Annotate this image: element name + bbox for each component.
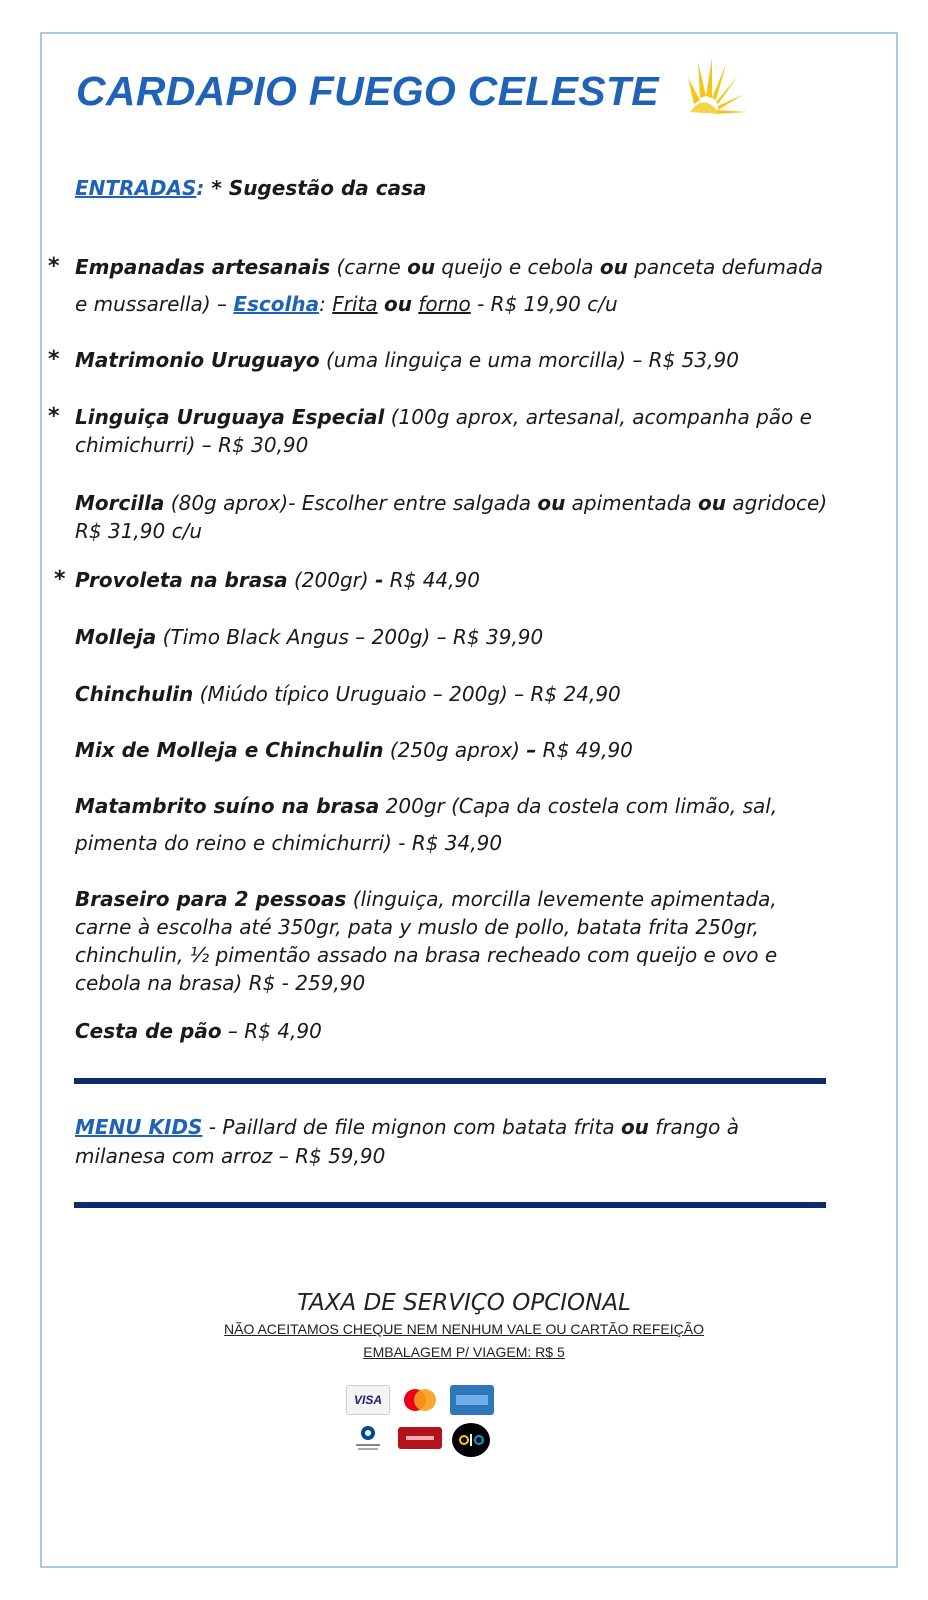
menu-item-empanadas: Empanadas artesanais (carne ou queijo e cebola ou panceta defumada — [75, 255, 824, 279]
menu-item-matambrito-line2: pimenta do reino e chimichurri) - R$ 34,90 — [75, 831, 503, 855]
suggestion-star: * — [54, 567, 66, 592]
menu-item-morcilla: Morcilla (80g aprox)- Escolher entre salgada ou apimentada ou agridoce) — [75, 491, 828, 515]
item-price: R$ 44,90 — [383, 568, 480, 592]
menu-kids: MENU KIDS - Paillard de file mignon com batata frita ou frango à — [75, 1115, 740, 1139]
house-suggestion-note: * Sugestão da casa — [204, 176, 427, 200]
menu-item-morcilla-line2 — [75, 517, 855, 546]
menu-item-linguica: Linguiça Uruguaya Especial (100g aprox, artesanal, acompanha pão e — [75, 405, 812, 429]
menu-item-provoleta: Provoleta na brasa (200gr) - R$ 44,90 — [75, 568, 480, 592]
item-name: Provoleta na brasa — [75, 568, 288, 592]
elo-card-icon — [452, 1423, 490, 1457]
menu-item-braseiro: Braseiro para 2 pessoas (linguiça, morcilla levemente apimentada, — [75, 887, 777, 911]
divider — [74, 1078, 826, 1084]
takeaway-fee-note: EMBALAGEM P/ VIAGEM: R$ 5 — [363, 1344, 565, 1360]
service-fee-note: TAXA DE SERVIÇO OPCIONAL — [297, 1290, 631, 1316]
item-name: Matambrito suíno na brasa — [75, 794, 380, 818]
menu-item-braseiro-line4: cebola na brasa) R$ - 259,90 — [75, 971, 366, 995]
diners-club-icon — [346, 1423, 390, 1453]
suggestion-star: * — [48, 254, 60, 279]
menu-item-mix: Mix de Molleja e Chinchulin (250g aprox) – R$ 49,90 — [75, 738, 633, 762]
menu-item-empanadas-line2: e mussarella) – Escolha: Frita ou forno - R$ 19,90 c/u — [75, 292, 618, 316]
item-name: Empanadas artesanais — [75, 255, 331, 279]
menu-item-cesta: Cesta de pão – R$ 4,90 — [75, 1019, 322, 1043]
no-cheque-note: NÃO ACEITAMOS CHEQUE NEM NENHUM VALE OU CARTÃO REFEIÇÃO — [224, 1321, 704, 1337]
visa-card-icon: VISA — [346, 1385, 390, 1415]
item-name: Braseiro para 2 pessoas — [75, 887, 347, 911]
payment-cards — [346, 1385, 496, 1460]
item-price: - R$ 19,90 c/u — [470, 292, 618, 316]
entradas-link[interactable]: ENTRADAS — [75, 176, 197, 200]
item-name: Matrimonio Uruguayo — [75, 348, 320, 372]
menu-item-matrimonio: Matrimonio Uruguayo (uma linguiça e uma morcilla) – R$ 53,90 — [75, 348, 739, 372]
menu-item-matambrito: Matambrito suíno na brasa 200gr (Capa da costela com limão, sal, — [75, 794, 778, 818]
menu-item-chinchulin: Chinchulin (Miúdo típico Uruguaio – 200g) – R$ 24,90 — [75, 682, 621, 706]
menu-item-braseiro-line2: carne à escolha até 350gr, pata y muslo de pollo, batata frita 250gr, — [75, 915, 760, 939]
item-name: Morcilla — [75, 491, 165, 515]
menu-item-braseiro-line3: chinchulin, ½ pimentão assado na brasa recheado com queijo e ovo e — [75, 943, 778, 967]
divider — [74, 1202, 826, 1208]
item-name: Chinchulin — [75, 682, 194, 706]
menu-item-linguica-line2: chimichurri) – R$ 30,90 — [75, 433, 309, 457]
suggestion-star: * — [48, 404, 60, 429]
forno-option: forno — [418, 292, 471, 316]
escolha-link[interactable]: Escolha — [233, 292, 320, 316]
frita-option: Frita — [332, 292, 378, 316]
entradas-heading: ENTRADAS: * Sugestão da casa — [75, 176, 427, 200]
menu-kids-line2: milanesa com arroz – R$ 59,90 — [75, 1144, 386, 1168]
item-price: R$ 31,90 c/u — [75, 519, 203, 543]
menu-item-molleja: Molleja (Timo Black Angus – 200g) – R$ 39,90 — [75, 625, 544, 649]
suggestion-star: * — [48, 347, 60, 372]
amex-card-icon — [450, 1385, 494, 1415]
item-name: Molleja — [75, 625, 157, 649]
page-title: CARDAPIO FUEGO CELESTE — [76, 68, 659, 114]
menu-kids-link[interactable]: MENU KIDS — [75, 1115, 203, 1139]
item-name: Mix de Molleja e Chinchulin — [75, 738, 384, 762]
hipercard-icon — [398, 1427, 442, 1449]
mastercard-icon — [398, 1385, 442, 1415]
item-name: Linguiça Uruguaya Especial — [75, 405, 385, 429]
item-price: R$ 49,90 — [536, 738, 633, 762]
item-name: Cesta de pão — [75, 1019, 222, 1043]
